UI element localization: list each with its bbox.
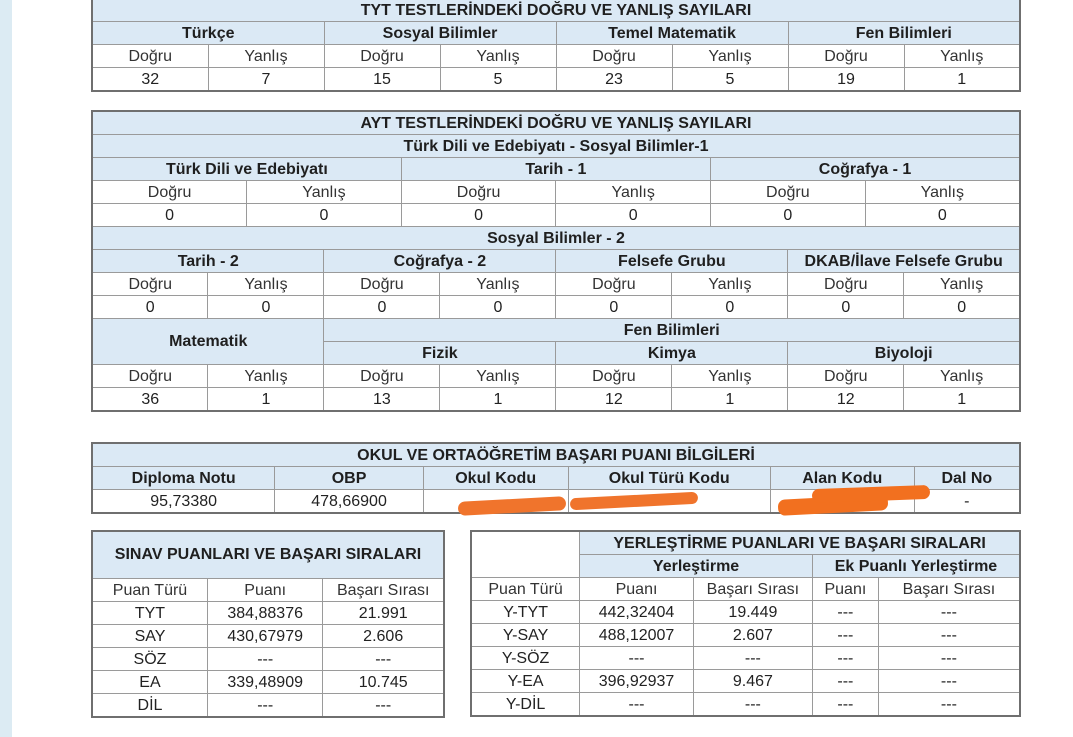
yanlis-header: Yanlış	[440, 45, 556, 68]
yer-cell: ---	[812, 670, 878, 693]
ayt-value: 36	[92, 388, 208, 412]
tyt-subject-fen: Fen Bilimleri	[788, 22, 1020, 45]
sinav-cell: DİL	[92, 694, 207, 718]
dogru-header: Doğru	[711, 181, 866, 204]
ayt-value: 0	[208, 296, 324, 319]
ayt-value: 1	[208, 388, 324, 412]
diploma-notu-value: 95,73380	[92, 490, 275, 514]
okul-title: OKUL VE ORTAÖĞRETİM BAŞARI PUANI BİLGİLERİ	[92, 443, 1020, 467]
tyt-subject-turkce: Türkçe	[92, 22, 324, 45]
tyt-title: TYT TESTLERİNDEKİ DOĞRU VE YANLIŞ SAYILARI	[92, 0, 1020, 22]
ayt-results-table	[91, 110, 1021, 412]
sinav-cell: EA	[92, 671, 207, 694]
ayt-value: 0	[672, 296, 788, 319]
sinav-cell: SAY	[92, 625, 207, 648]
ayt-value: 0	[324, 296, 440, 319]
dal-no-value: -	[914, 490, 1020, 514]
tyt-results-table	[91, 0, 1021, 92]
obp-header: OBP	[275, 467, 423, 490]
sinav-cell: 384,88376	[207, 602, 322, 625]
dogru-header: Doğru	[788, 365, 904, 388]
yer-cell: ---	[878, 693, 1020, 717]
ayt-value: 0	[788, 296, 904, 319]
yanlis-header: Yanlış	[904, 273, 1020, 296]
yer-cell: ---	[812, 693, 878, 717]
yer-cell: Y-TYT	[471, 601, 580, 624]
yanlis-header: Yanlış	[208, 365, 324, 388]
yer-cell: ---	[693, 647, 812, 670]
dal-no-header: Dal No	[914, 467, 1020, 490]
yerlestirme-puanlari-table	[470, 530, 1021, 717]
ayt-section-sosyal1: Türk Dili ve Edebiyatı - Sosyal Bilimler-1	[92, 135, 1020, 158]
dogru-header: Doğru	[92, 273, 208, 296]
ek-basari-sirasi-header: Başarı Sırası	[878, 578, 1020, 601]
ayt-subject-matematik: Matematik	[92, 319, 324, 365]
dogru-header: Doğru	[92, 45, 208, 68]
yer-cell: Y-SAY	[471, 624, 580, 647]
yanlis-header: Yanlış	[904, 365, 1020, 388]
diploma-notu-header: Diploma Notu	[92, 467, 275, 490]
yer-cell: Y-EA	[471, 670, 580, 693]
tyt-value: 7	[208, 68, 324, 92]
dogru-header: Doğru	[788, 45, 904, 68]
ek-puani-header: Puanı	[812, 578, 878, 601]
ayt-value: 13	[324, 388, 440, 412]
ayt-section-sosyal2: Sosyal Bilimler - 2	[92, 227, 1020, 250]
yer-cell: 396,92937	[580, 670, 694, 693]
ayt-subject-kimya: Kimya	[556, 342, 788, 365]
tyt-value: 15	[324, 68, 440, 92]
dogru-header: Doğru	[92, 181, 247, 204]
obp-value: 478,66900	[275, 490, 423, 514]
alan-kodu-header: Alan Kodu	[770, 467, 914, 490]
yer-cell: 19.449	[693, 601, 812, 624]
puan-turu-header: Puan Türü	[471, 578, 580, 601]
ayt-value: 0	[440, 296, 556, 319]
basari-sirasi-header: Başarı Sırası	[323, 579, 444, 602]
tyt-value: 32	[92, 68, 208, 92]
yer-cell: ---	[878, 647, 1020, 670]
ayt-value: 1	[672, 388, 788, 412]
sinav-title: SINAV PUANLARI VE BAŞARI SIRALARI	[92, 531, 444, 579]
empty-corner-cell	[471, 531, 580, 578]
ayt-value: 0	[711, 204, 866, 227]
ayt-value: 1	[440, 388, 556, 412]
dogru-header: Doğru	[556, 45, 672, 68]
dogru-header: Doğru	[324, 365, 440, 388]
dogru-header: Doğru	[556, 273, 672, 296]
basari-sirasi-header: Başarı Sırası	[693, 578, 812, 601]
yanlis-header: Yanlış	[865, 181, 1020, 204]
ayt-subject-fizik: Fizik	[324, 342, 556, 365]
ayt-subject-edebiyat: Türk Dili ve Edebiyatı	[92, 158, 401, 181]
yer-cell: ---	[580, 693, 694, 717]
tyt-value: 23	[556, 68, 672, 92]
dogru-header: Doğru	[401, 181, 556, 204]
okul-kodu-header: Okul Kodu	[423, 467, 568, 490]
puani-header: Puanı	[207, 579, 322, 602]
sinav-cell: TYT	[92, 602, 207, 625]
tyt-subject-matematik: Temel Matematik	[556, 22, 788, 45]
yanlis-header: Yanlış	[672, 45, 788, 68]
sinav-puanlari-table	[91, 530, 445, 718]
ayt-section-fen: Fen Bilimleri	[324, 319, 1020, 342]
puan-turu-header: Puan Türü	[92, 579, 207, 602]
ayt-subject-biyoloji: Biyoloji	[788, 342, 1020, 365]
yer-cell: 9.467	[693, 670, 812, 693]
yer-cell: ---	[812, 624, 878, 647]
yer-cell: ---	[878, 601, 1020, 624]
yer-cell: 442,32404	[580, 601, 694, 624]
tyt-value: 5	[440, 68, 556, 92]
yer-cell: ---	[580, 647, 694, 670]
sinav-cell: 10.745	[323, 671, 444, 694]
ayt-value: 12	[556, 388, 672, 412]
sinav-cell: 21.991	[323, 602, 444, 625]
yanlis-header: Yanlış	[247, 181, 402, 204]
okul-turu-kodu-header: Okul Türü Kodu	[568, 467, 770, 490]
sinav-cell: 2.606	[323, 625, 444, 648]
yer-cell: ---	[812, 601, 878, 624]
ayt-subject-cografya1: Coğrafya - 1	[711, 158, 1021, 181]
yer-cell: 2.607	[693, 624, 812, 647]
yer-cell: ---	[878, 624, 1020, 647]
dogru-header: Doğru	[92, 365, 208, 388]
yer-cell: Y-SÖZ	[471, 647, 580, 670]
ayt-subject-tarih1: Tarih - 1	[401, 158, 710, 181]
sinav-cell: 339,48909	[207, 671, 322, 694]
yanlis-header: Yanlış	[556, 181, 711, 204]
dogru-header: Doğru	[788, 273, 904, 296]
dogru-header: Doğru	[324, 273, 440, 296]
ayt-subject-tarih2: Tarih - 2	[92, 250, 324, 273]
tyt-value: 1	[904, 68, 1020, 92]
ayt-value: 12	[788, 388, 904, 412]
yanlis-header: Yanlış	[208, 273, 324, 296]
ayt-subject-cografya2: Coğrafya - 2	[324, 250, 556, 273]
yerlestirme-title: YERLEŞTİRME PUANLARI VE BAŞARI SIRALARI	[580, 531, 1020, 555]
yer-cell: 488,12007	[580, 624, 694, 647]
ayt-subject-felsefe: Felsefe Grubu	[556, 250, 788, 273]
ayt-subject-dkab: DKAB/İlave Felsefe Grubu	[788, 250, 1020, 273]
sinav-cell: ---	[207, 648, 322, 671]
sinav-cell: ---	[323, 648, 444, 671]
dogru-header: Doğru	[556, 365, 672, 388]
ayt-value: 0	[92, 204, 247, 227]
yer-cell: ---	[878, 670, 1020, 693]
ayt-value: 1	[904, 388, 1020, 412]
yanlis-header: Yanlış	[904, 45, 1020, 68]
tyt-value: 19	[788, 68, 904, 92]
yanlis-header: Yanlış	[208, 45, 324, 68]
ek-puanli-group: Ek Puanlı Yerleştirme	[812, 555, 1020, 578]
sinav-cell: ---	[207, 694, 322, 718]
sinav-cell: SÖZ	[92, 648, 207, 671]
sinav-cell: 430,67979	[207, 625, 322, 648]
ayt-value: 0	[904, 296, 1020, 319]
ayt-value: 0	[247, 204, 402, 227]
yanlis-header: Yanlış	[440, 273, 556, 296]
ayt-title: AYT TESTLERİNDEKİ DOĞRU VE YANLIŞ SAYILARI	[92, 111, 1020, 135]
left-margin-strip	[0, 0, 12, 737]
tyt-value: 5	[672, 68, 788, 92]
yer-cell: ---	[693, 693, 812, 717]
dogru-header: Doğru	[324, 45, 440, 68]
sinav-cell: ---	[323, 694, 444, 718]
yer-cell: ---	[812, 647, 878, 670]
tyt-subject-sosyal: Sosyal Bilimler	[324, 22, 556, 45]
yerlestirme-group: Yerleştirme	[580, 555, 813, 578]
puani-header: Puanı	[580, 578, 694, 601]
ayt-value: 0	[556, 204, 711, 227]
ayt-value: 0	[865, 204, 1020, 227]
yanlis-header: Yanlış	[672, 273, 788, 296]
yer-cell: Y-DİL	[471, 693, 580, 717]
ayt-value: 0	[401, 204, 556, 227]
ayt-value: 0	[556, 296, 672, 319]
ayt-value: 0	[92, 296, 208, 319]
yanlis-header: Yanlış	[672, 365, 788, 388]
yanlis-header: Yanlış	[440, 365, 556, 388]
